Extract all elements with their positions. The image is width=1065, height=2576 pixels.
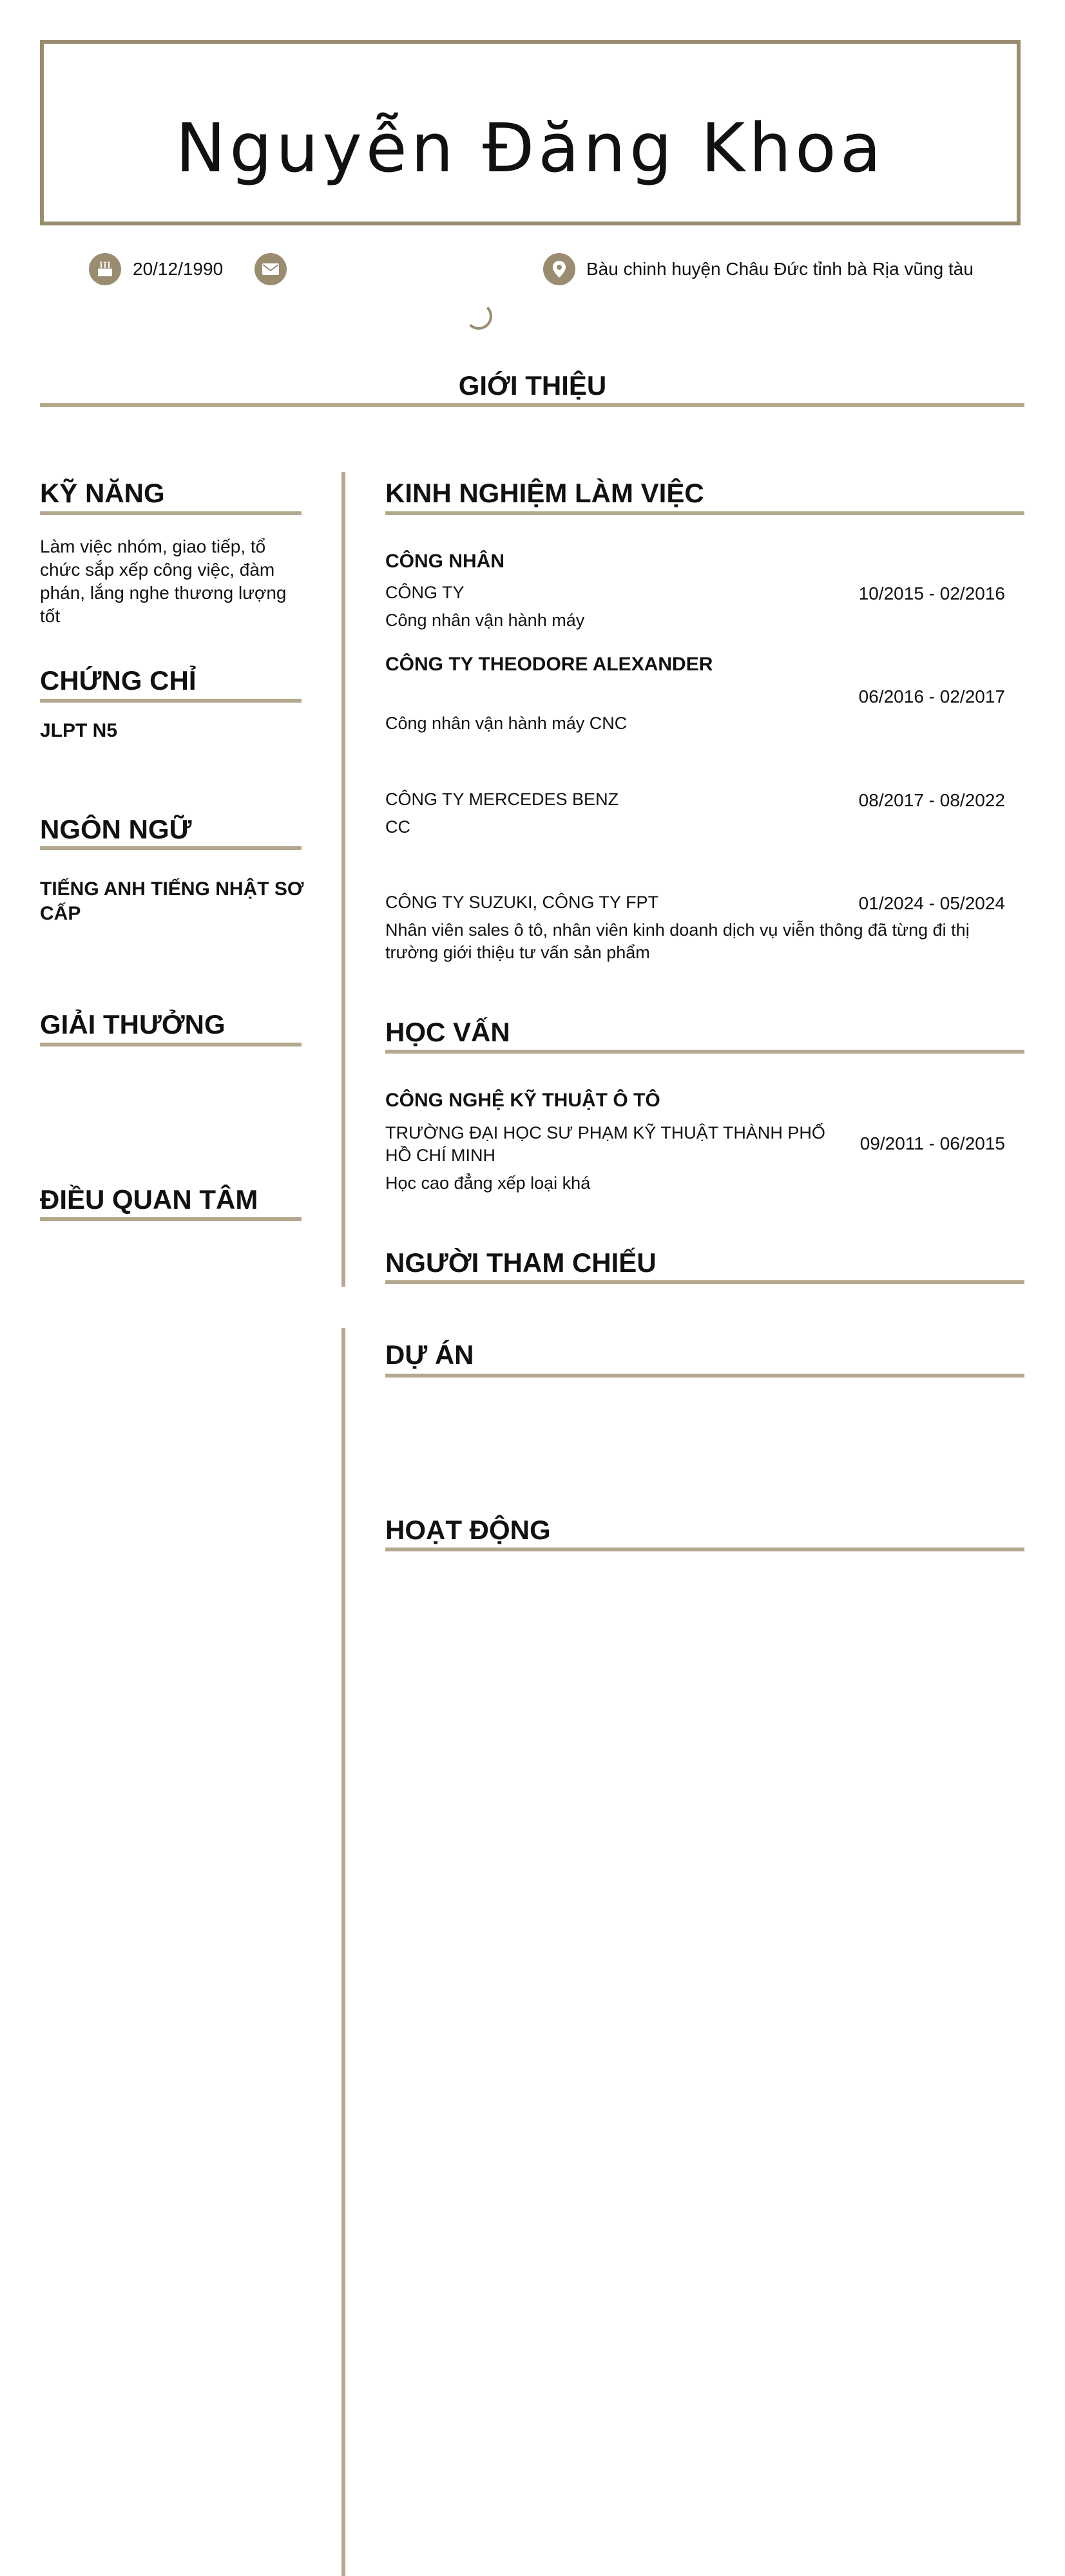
education-title: HỌC VẤN: [385, 1017, 510, 1047]
date-separator: -: [928, 893, 935, 913]
skills-rule: [40, 511, 302, 515]
certificates-rule: [40, 699, 302, 703]
languages-rule: [40, 846, 302, 850]
projects-title: DỰ ÁN: [385, 1340, 474, 1370]
intro-rule: [40, 403, 1024, 407]
languages-title: NGÔN NGỮ: [40, 814, 192, 844]
job-end-date: 02/2016: [939, 583, 1005, 603]
job-dates: [838, 687, 1005, 707]
birthday-text: 20/12/1990: [133, 259, 224, 279]
job-company: CÔNG TY SUZUKI, CÔNG TY FPT: [385, 893, 659, 912]
activities-rule: [385, 1548, 1024, 1551]
job-end-date: 02/2017: [939, 687, 1005, 706]
education-dates: [838, 1133, 1005, 1154]
email-icon: [254, 253, 287, 285]
job-title: CÔNG NHÂN: [385, 551, 504, 572]
activities-title: HOẠT ĐỘNG: [385, 1515, 551, 1545]
education-description: Học cao đẳng xếp loại khá: [385, 1173, 591, 1193]
date-separator: -: [928, 583, 935, 603]
awards-rule: [40, 1043, 302, 1046]
job-end-date: 05/2024: [939, 893, 1005, 913]
column-divider-top: [341, 472, 345, 1287]
skills-title: KỸ NĂNG: [40, 478, 165, 508]
awards-title: GIẢI THƯỞNG: [40, 1009, 225, 1039]
date-separator: -: [928, 1133, 935, 1153]
job-dates: [838, 790, 1005, 811]
language-item: TIẾNG ANH TIẾNG NHẬT SƠ CẤP: [40, 878, 304, 924]
intro-title: GIỚI THIỆU: [458, 370, 607, 401]
interests-rule: [40, 1217, 302, 1221]
date-separator: -: [928, 687, 935, 706]
date-separator: -: [928, 790, 935, 810]
job-start-date: 10/2015: [858, 583, 924, 603]
job-company: CÔNG TY: [385, 583, 465, 602]
job-start-date: 06/2016: [858, 687, 924, 706]
certificate-item: JLPT N5: [40, 720, 118, 741]
interests-title: ĐIỀU QUAN TÂM: [40, 1184, 258, 1215]
certificates-title: CHỨNG CHỈ: [40, 665, 197, 696]
references-rule: [385, 1280, 1024, 1284]
education-major: CÔNG NGHỆ KỸ THUẬT Ô TÔ: [385, 1090, 660, 1111]
job-description: Nhân viên sales ô tô, nhân viên kinh doanh dịch vụ viễn thông đã từng đi thị trường giới thiệu tư vấn sản phẩm: [385, 920, 970, 962]
job-start-date: 01/2024: [858, 893, 924, 913]
job-company: CÔNG TY MERCEDES BENZ: [385, 790, 619, 809]
job-end-date: 08/2022: [939, 790, 1005, 810]
job-description: Công nhân vận hành máy CNC: [385, 714, 628, 733]
column-divider-bottom: [341, 1328, 345, 2576]
experience-title: KINH NGHIỆM LÀM VIỆC: [385, 478, 704, 508]
address-text: Bàu chinh huyện Châu Đức tỉnh bà Rịa vũng tàu: [586, 259, 974, 279]
job-dates: [838, 583, 1005, 604]
education-end-date: 06/2015: [939, 1133, 1005, 1153]
job-description: CC: [385, 817, 410, 837]
education-school: TRƯỜNG ĐẠI HỌC SƯ PHẠM KỸ THUẬT THÀNH PHỐ HỒ CHÍ MINH: [385, 1123, 825, 1165]
name-box: [40, 40, 1021, 225]
avatar-placeholder: [465, 303, 492, 330]
experience-rule: [385, 511, 1024, 515]
birthday-cake-icon: [89, 253, 121, 285]
education-start-date: 09/2011: [859, 1133, 924, 1153]
location-pin-icon: [543, 253, 575, 285]
full-name: Nguyễn Đăng Khoa: [175, 109, 885, 187]
projects-rule: [385, 1374, 1024, 1378]
skills-text: Làm việc nhóm, giao tiếp, tổ chức sắp xếp công việc, đàm phán, lắng nghe thương lượng tốt: [40, 536, 287, 626]
references-title: NGƯỜI THAM CHIẾU: [385, 1247, 657, 1278]
job-description: Công nhân vận hành máy: [385, 611, 585, 630]
job-dates: [838, 893, 1005, 914]
job-title: CÔNG TY THEODORE ALEXANDER: [385, 654, 713, 675]
job-start-date: 08/2017: [858, 790, 924, 810]
education-rule: [385, 1050, 1024, 1054]
